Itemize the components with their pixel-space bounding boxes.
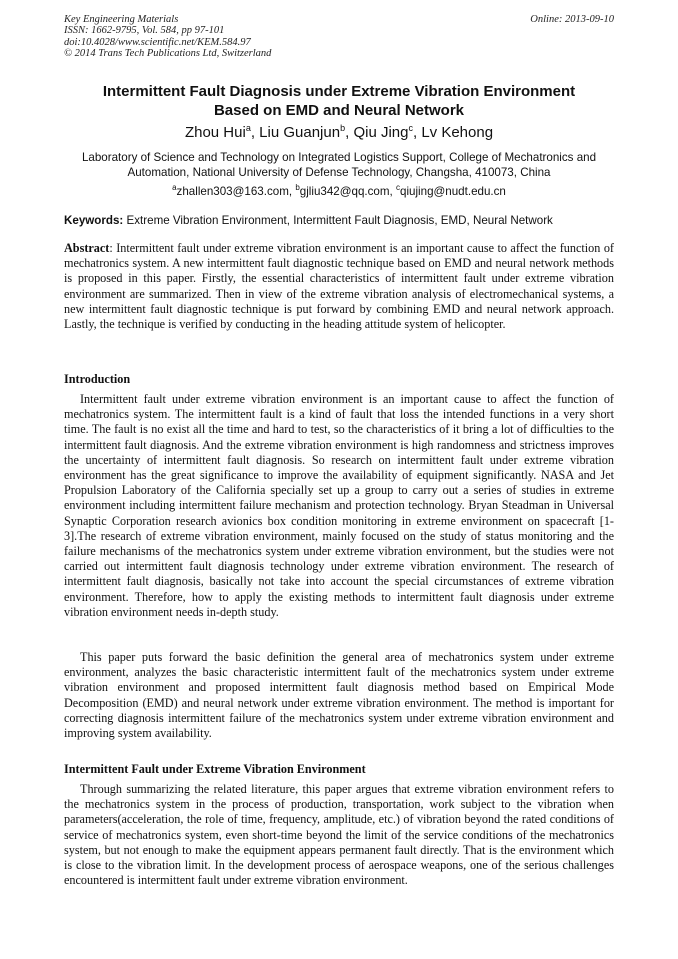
online-date: Online: 2013-09-10 xyxy=(530,14,614,25)
paragraph: This paper puts forward the basic definition the general area of mechatronics system under extreme environment, analyzes the basic characteristic intermittent fault of the mechatronics system under extreme vibration environment and proposed intermittent fault diagnosis method based on Empirical Mode Decomposition (EMD) and neural network under extreme vibration environment. The method is important for correcting diagnosis intermittent failure of the mechatronics system under extreme vibration environment and improving system availability. xyxy=(64,650,614,741)
email-mark: a xyxy=(172,183,177,193)
affiliation xyxy=(64,150,614,180)
affiliation-line-2: Automation, National University of Defense Technology, Changsha, 410073, China xyxy=(127,166,551,179)
section-heading-fault: Intermittent Fault under Extreme Vibration Environment xyxy=(64,762,366,776)
paper-title xyxy=(64,82,614,120)
author-name: Lv Kehong xyxy=(421,124,494,141)
title-line-2: Based on EMD and Neural Network xyxy=(213,102,465,119)
journal-header xyxy=(64,14,271,60)
author-affiliation-mark: b xyxy=(340,123,346,133)
section-heading-introduction: Introduction xyxy=(64,372,131,386)
author-name: Qiu Jing xyxy=(353,124,409,141)
email-link[interactable]: qiujing@nudt.edu.cn xyxy=(400,185,506,198)
author-list: Zhou Hui$^a$, Liu Guanjun$^b$, Qiu Jing$^c$, Lv Kehong xyxy=(184,123,494,141)
author-emails: $^a$zhallen303@163.com, $^b$gjliu342@qq.com, $^c$qiujing@nudt.edu.cn xyxy=(172,183,506,198)
paragraph: Through summarizing the related literature, this paper argues that extreme vibration environment refers to the mechatronics system in the process of production, transportation, work subject to the vibration when parameters(acceleration, the role of time, frequency, amplitude, etc.) of vibration beyond the rated conditions of service of mechatronics system, even short-time beyond the limit of the service conditions of the mechatronics system, but not enough to make the equipment appears permanent fault directly. That is the environment which is close to the vibration limit. In the development process of aerospace weapons, one of the serious challenges encountered is intermittent fault under extreme vibration environment. xyxy=(64,782,614,888)
journal-name: Key Engineering Materials xyxy=(64,14,179,25)
abstract xyxy=(64,241,614,332)
journal-doi[interactable]: doi:10.4028/www.scientific.net/KEM.584.97 xyxy=(64,36,251,48)
email-link[interactable]: gjliu342@qq.com xyxy=(299,185,390,198)
author-name: Zhou Hui xyxy=(184,124,246,141)
email-link[interactable]: zhallen303@163.com xyxy=(176,185,289,198)
email-mark: b xyxy=(295,183,300,193)
keywords-text: Extreme Vibration Environment, Intermittent Fault Diagnosis, EMD, Neural Network xyxy=(126,214,553,227)
journal-issn: ISSN: 1662-9795, Vol. 584, pp 97-101 xyxy=(64,25,225,37)
email-mark: c xyxy=(396,183,400,193)
author-name: Liu Guanjun xyxy=(259,124,341,141)
keywords-label: Keywords: xyxy=(64,214,124,227)
author-affiliation-mark: c xyxy=(408,123,413,133)
journal-copyright: © 2014 Trans Tech Publications Ltd, Switzerland xyxy=(64,48,272,60)
abstract-label: Abstract xyxy=(64,241,110,255)
keywords xyxy=(64,213,614,228)
paragraph: Intermittent fault under extreme vibration environment is an important cause to affect the function of mechatronics system. The intermittent fault is a kind of fault that loss the intended functions in a very short time. The fault is no exist all the time and hard to test, so the characteristics of it bring a lot of difficulties to the intermittent fault diagnosis. And the extreme vibration environment is high randomness and strictness improves the uncertainty of intermittent fault diagnosis. So research on intermittent fault under extreme vibration environment has the great significance to improve the availability of equipment significantly. NASA and Jet Propulsion Laboratory of the California specially set up a group to carry out a series of studies in extreme environment including intermittent failure mechanism and protection technology. Bryan Steadman in Universal Synaptic Corporation research avionics box condition monitoring in extreme environment on spacecraft [1-3].The research of extreme vibration environment, mainly focused on the study of status monitoring and the failure mechanisms of the mechatronics system under extreme vibration environment, but the studies were not carried out intermittent fault diagnosis technology under extreme vibration environment. The research of intermittent fault diagnosis, basically not take into account the special circumstances of extreme vibration environment. Therefore, how to apply the existing methods to intermittent fault diagnosis under extreme vibration environment needs in-depth study. xyxy=(64,392,614,619)
author-affiliation-mark: a xyxy=(245,123,251,133)
title-line-1: Intermittent Fault Diagnosis under Extreme Vibration Environment xyxy=(102,83,576,100)
affiliation-line-1: Laboratory of Science and Technology on Integrated Logistics Support, College of Mechatronics and xyxy=(81,151,597,164)
abstract-text: : Intermittent fault under extreme vibration environment is an important cause to affect the function of mechatronics system. A new intermittent fault diagnostic technique based on EMD and neural network methods is proposed in this paper. Firstly, the essential characteristics of intermittent fault under extreme vibration environment are summarized. Then in view of the extreme vibration analysis of electromechanical systems, a new intermittent fault diagnostic technique is put forward by combining EMD and neural network approach. Lastly, the technique is verified by conducting in the heading attitude system of helicopter. xyxy=(64,241,614,332)
